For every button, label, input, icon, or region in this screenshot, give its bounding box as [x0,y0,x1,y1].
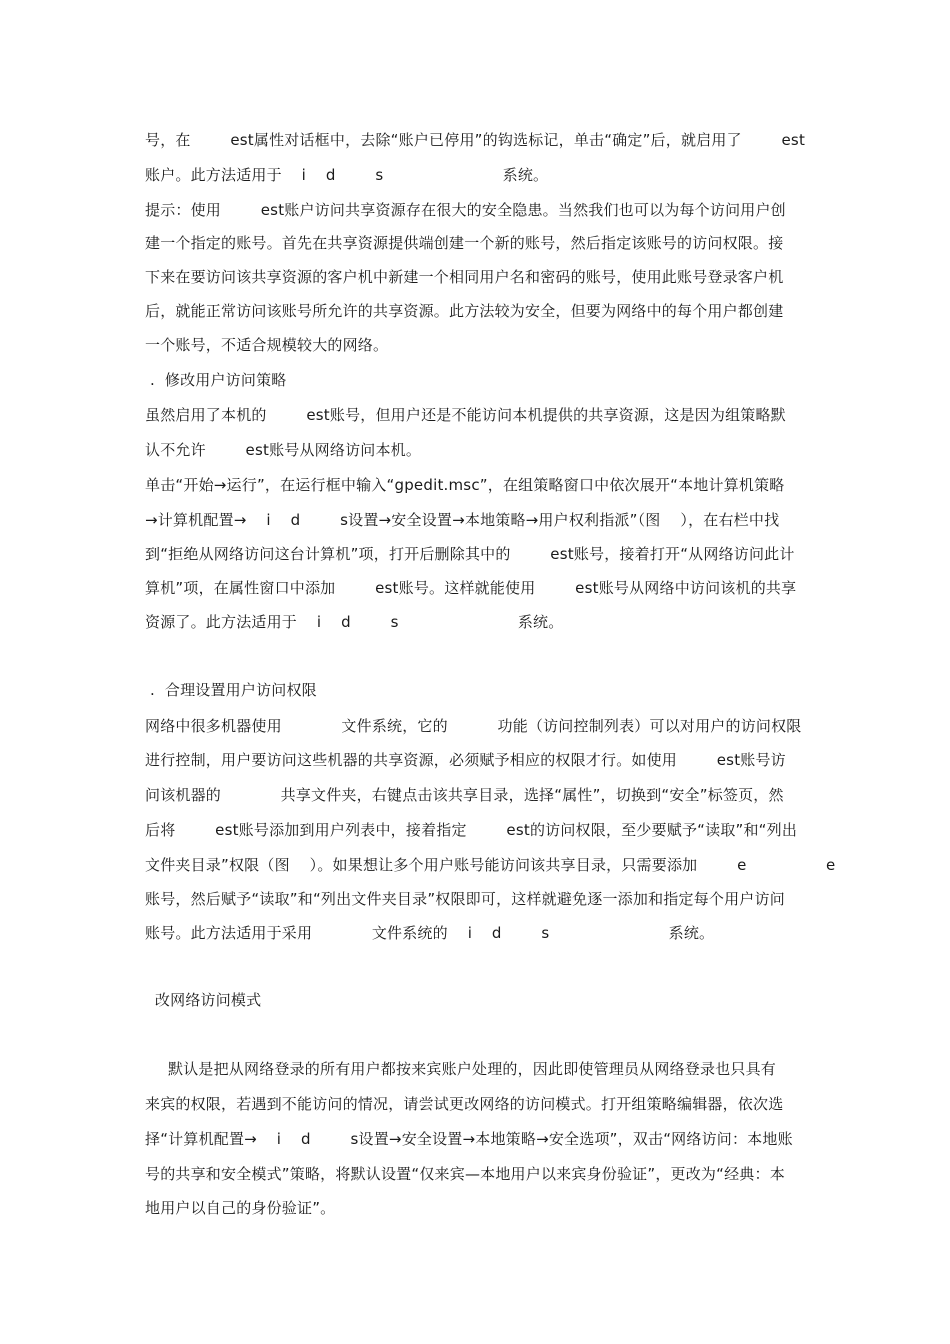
text-line: 后将 est账号添加到用户列表中，接着指定 est的访问权限，至少要赋予“读取”和“列出 [145,821,798,839]
text-line: 账号，然后赋予“读取”和“列出文件夹目录”权限即可，这样就避免逐一添加和指定每个用户访问 [145,890,785,908]
text-line: 默认是把从网络登录的所有用户都按来宾账户处理的，因此即使管理员从网络登录也只具有 [168,1060,777,1078]
text-line: 文件夹目录”权限（图 ）。如果想让多个用户账号能访问该共享目录，只需要添加 e e [145,856,836,874]
text-line: 建一个指定的账号。首先在共享资源提供端创建一个新的账号，然后指定该账号的访问权限。接 [145,234,784,252]
text-line: 后，就能正常访问该账号所允许的共享资源。此方法较为安全，但要为网络中的每个用户都创建 [145,302,784,320]
text-line: 地用户以自己的身份验证”。 [145,1199,336,1217]
text-line: 一个账号，不适合规模较大的网络。 [145,336,389,354]
text-line: 虽然启用了本机的 est账号，但用户还是不能访问本机提供的共享资源，这是因为组策略默 [145,406,786,424]
text-line: 择“计算机配置→ i d s设置→安全设置→本地策略→安全选项”，双击“网络访问：本地账 [145,1130,793,1148]
text-line: 下来在要访问该共享资源的客户机中新建一个相同用户名和密码的账号，使用此账号登录客户机 [145,268,784,286]
text-line: 来宾的权限，若遇到不能访问的情况，请尝试更改网络的访问模式。打开组策略编辑器，依次选 [145,1095,784,1113]
tip-line: 提示：使用 est账户访问共享资源存在很大的安全隐患。当然我们也可以为每个访问用户创 [145,201,786,219]
text-line: 账户。此方法适用于 i d s 系统。 [145,166,549,184]
text-line: 单击“开始→运行”，在运行框中输入“gpedit.msc”，在组策略窗口中依次展开“本地计算机策略 [145,476,785,494]
text-line: 网络中很多机器使用 文件系统，它的 功能（访问控制列表）可以对用户的访问权限 [145,717,802,735]
text-line: 号的共享和安全模式”策略，将默认设置“仅来宾—本地用户以来宾身份验证”，更改为“经典：本 [145,1165,785,1183]
text-line: 到“拒绝从网络访问这台计算机”项，打开后删除其中的 est账号，接着打开“从网络访问此计 [145,545,795,563]
text-line: 问该机器的 共享文件夹，右键点击该共享目录，选择“属性”，切换到“安全”标签页，然 [145,786,784,804]
section-heading: 改网络访问模式 [145,991,262,1009]
section-heading: . 合理设置用户访问权限 [145,681,317,699]
text-line: 资源了。此方法适用于 i d s 系统。 [145,613,564,631]
text-line: 认不允许 est账号从网络访问本机。 [145,441,422,459]
text-line: 进行控制，用户要访问这些机器的共享资源，必须赋予相应的权限才行。如使用 est账号访 [145,751,786,769]
text-line: 算机”项，在属性窗口中添加 est账号。这样就能使用 est账号从网络中访问该机的共享 [145,579,797,597]
text-line: →计算机配置→ i d s设置→安全设置→本地策略→用户权利指派”（图 ），在右栏中找 [145,511,780,529]
text-line: 账号。此方法适用于采用 文件系统的 i d s 系统。 [145,924,715,942]
section-heading: . 修改用户访问策略 [145,371,287,389]
text-line: 号，在 est属性对话框中，去除“账户已停用”的钩选标记，单击“确定”后，就启用了 est [145,131,806,149]
